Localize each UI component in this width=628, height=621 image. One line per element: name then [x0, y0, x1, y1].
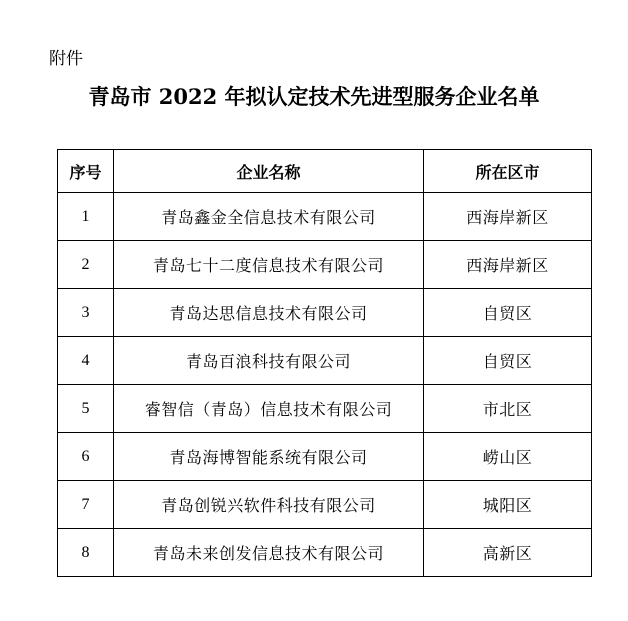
table-row	[58, 193, 592, 241]
table-row	[58, 241, 592, 289]
row-no: 1	[58, 193, 114, 241]
attachment-label: 附件	[49, 49, 83, 69]
table-header-row	[58, 150, 592, 193]
row-district: 西海岸新区	[424, 193, 592, 241]
header-district: 所在区市	[424, 150, 592, 193]
row-company-name: 青岛鑫金全信息技术有限公司	[114, 193, 424, 241]
row-no: 8	[58, 529, 114, 577]
row-no: 7	[58, 481, 114, 529]
row-company-name: 青岛创锐兴软件科技有限公司	[114, 481, 424, 529]
header-no: 序号	[58, 150, 114, 193]
table-row	[58, 337, 592, 385]
table-row	[58, 289, 592, 337]
row-company-name: 青岛未来创发信息技术有限公司	[114, 529, 424, 577]
company-table	[57, 149, 592, 577]
row-district: 西海岸新区	[424, 241, 592, 289]
row-company-name: 青岛七十二度信息技术有限公司	[114, 241, 424, 289]
row-district: 自贸区	[424, 337, 592, 385]
row-no: 5	[58, 385, 114, 433]
row-company-name: 青岛海博智能系统有限公司	[114, 433, 424, 481]
row-district: 自贸区	[424, 289, 592, 337]
row-no: 2	[58, 241, 114, 289]
table-row	[58, 481, 592, 529]
row-district: 市北区	[424, 385, 592, 433]
row-no: 3	[58, 289, 114, 337]
row-no: 4	[58, 337, 114, 385]
table-row	[58, 433, 592, 481]
row-district: 高新区	[424, 529, 592, 577]
header-company-name: 企业名称	[114, 150, 424, 193]
table-row	[58, 529, 592, 577]
document-title: 青岛市 2022 年拟认定技术先进型服务企业名单	[88, 84, 540, 109]
row-no: 6	[58, 433, 114, 481]
row-company-name: 青岛达思信息技术有限公司	[114, 289, 424, 337]
row-district: 城阳区	[424, 481, 592, 529]
row-company-name: 睿智信（青岛）信息技术有限公司	[114, 385, 424, 433]
table-row	[58, 385, 592, 433]
row-district: 崂山区	[424, 433, 592, 481]
row-company-name: 青岛百浪科技有限公司	[114, 337, 424, 385]
